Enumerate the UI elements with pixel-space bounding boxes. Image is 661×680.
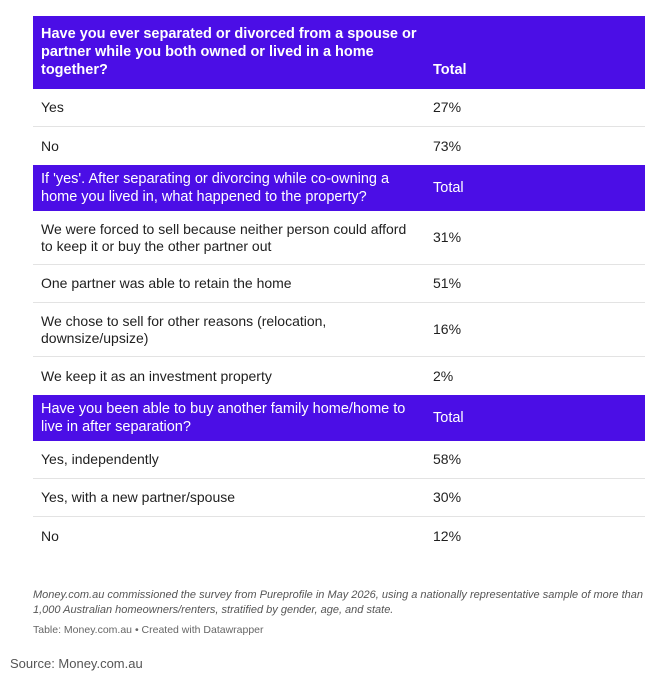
table-credit: Table: Money.com.au • Created with Datawrapper (33, 624, 264, 636)
column-header-total: Total (433, 180, 464, 196)
row-value: 31% (433, 229, 462, 245)
table-row (33, 265, 645, 303)
survey-footnote: Money.com.au commissioned the survey from Pureprofile in May 2026, using a nationally representative sample of more than 1,000 Australian homeowners/renters, stratified by gender, age, and state. (33, 589, 643, 616)
row-value: 12% (433, 527, 462, 544)
row-label: No (41, 137, 59, 154)
row-label: Yes, with a new partner/spouse (41, 489, 236, 505)
row-value: 27% (433, 99, 462, 115)
survey-table (33, 16, 645, 555)
section-header-separated (33, 16, 645, 89)
section-header-property-outcome (33, 165, 645, 211)
row-label: One partner was able to retain the home (41, 275, 292, 291)
table-row (33, 211, 645, 265)
question-text: Have you ever separated or divorced from a spouse or partner while you both owned or lived in a home together? (41, 26, 417, 78)
table-row (33, 89, 645, 127)
table-row (33, 441, 645, 479)
row-label: We chose to sell for other reasons (relocation, downsize/upsize) (41, 312, 327, 346)
row-value: 16% (433, 321, 462, 337)
row-label: Yes, independently (41, 451, 159, 467)
row-label: We keep it as an investment property (41, 367, 272, 384)
column-header-total: Total (433, 62, 467, 78)
question-text: Have you been able to buy another family home/home to live in after separation? (41, 401, 406, 435)
table-row (33, 357, 645, 395)
table-row (33, 303, 645, 357)
source-caption: Source: Money.com.au (10, 656, 143, 671)
row-value: 51% (433, 275, 462, 291)
table-row (33, 127, 645, 165)
question-text: If 'yes'. After separating or divorcing while co-owning a home you lived in, what happened to the property? (41, 171, 390, 205)
row-label: Yes (41, 99, 64, 115)
row-value: 73% (433, 137, 462, 154)
row-value: 30% (433, 489, 462, 505)
row-value: 2% (433, 367, 454, 384)
column-header-total: Total (433, 410, 464, 426)
table-row (33, 517, 645, 555)
section-header-new-home (33, 395, 645, 441)
row-label: We were forced to sell because neither person could afford to keep it or buy the other partner out (41, 220, 407, 254)
table-row (33, 479, 645, 517)
row-label: No (41, 527, 59, 544)
row-value: 58% (433, 451, 462, 467)
